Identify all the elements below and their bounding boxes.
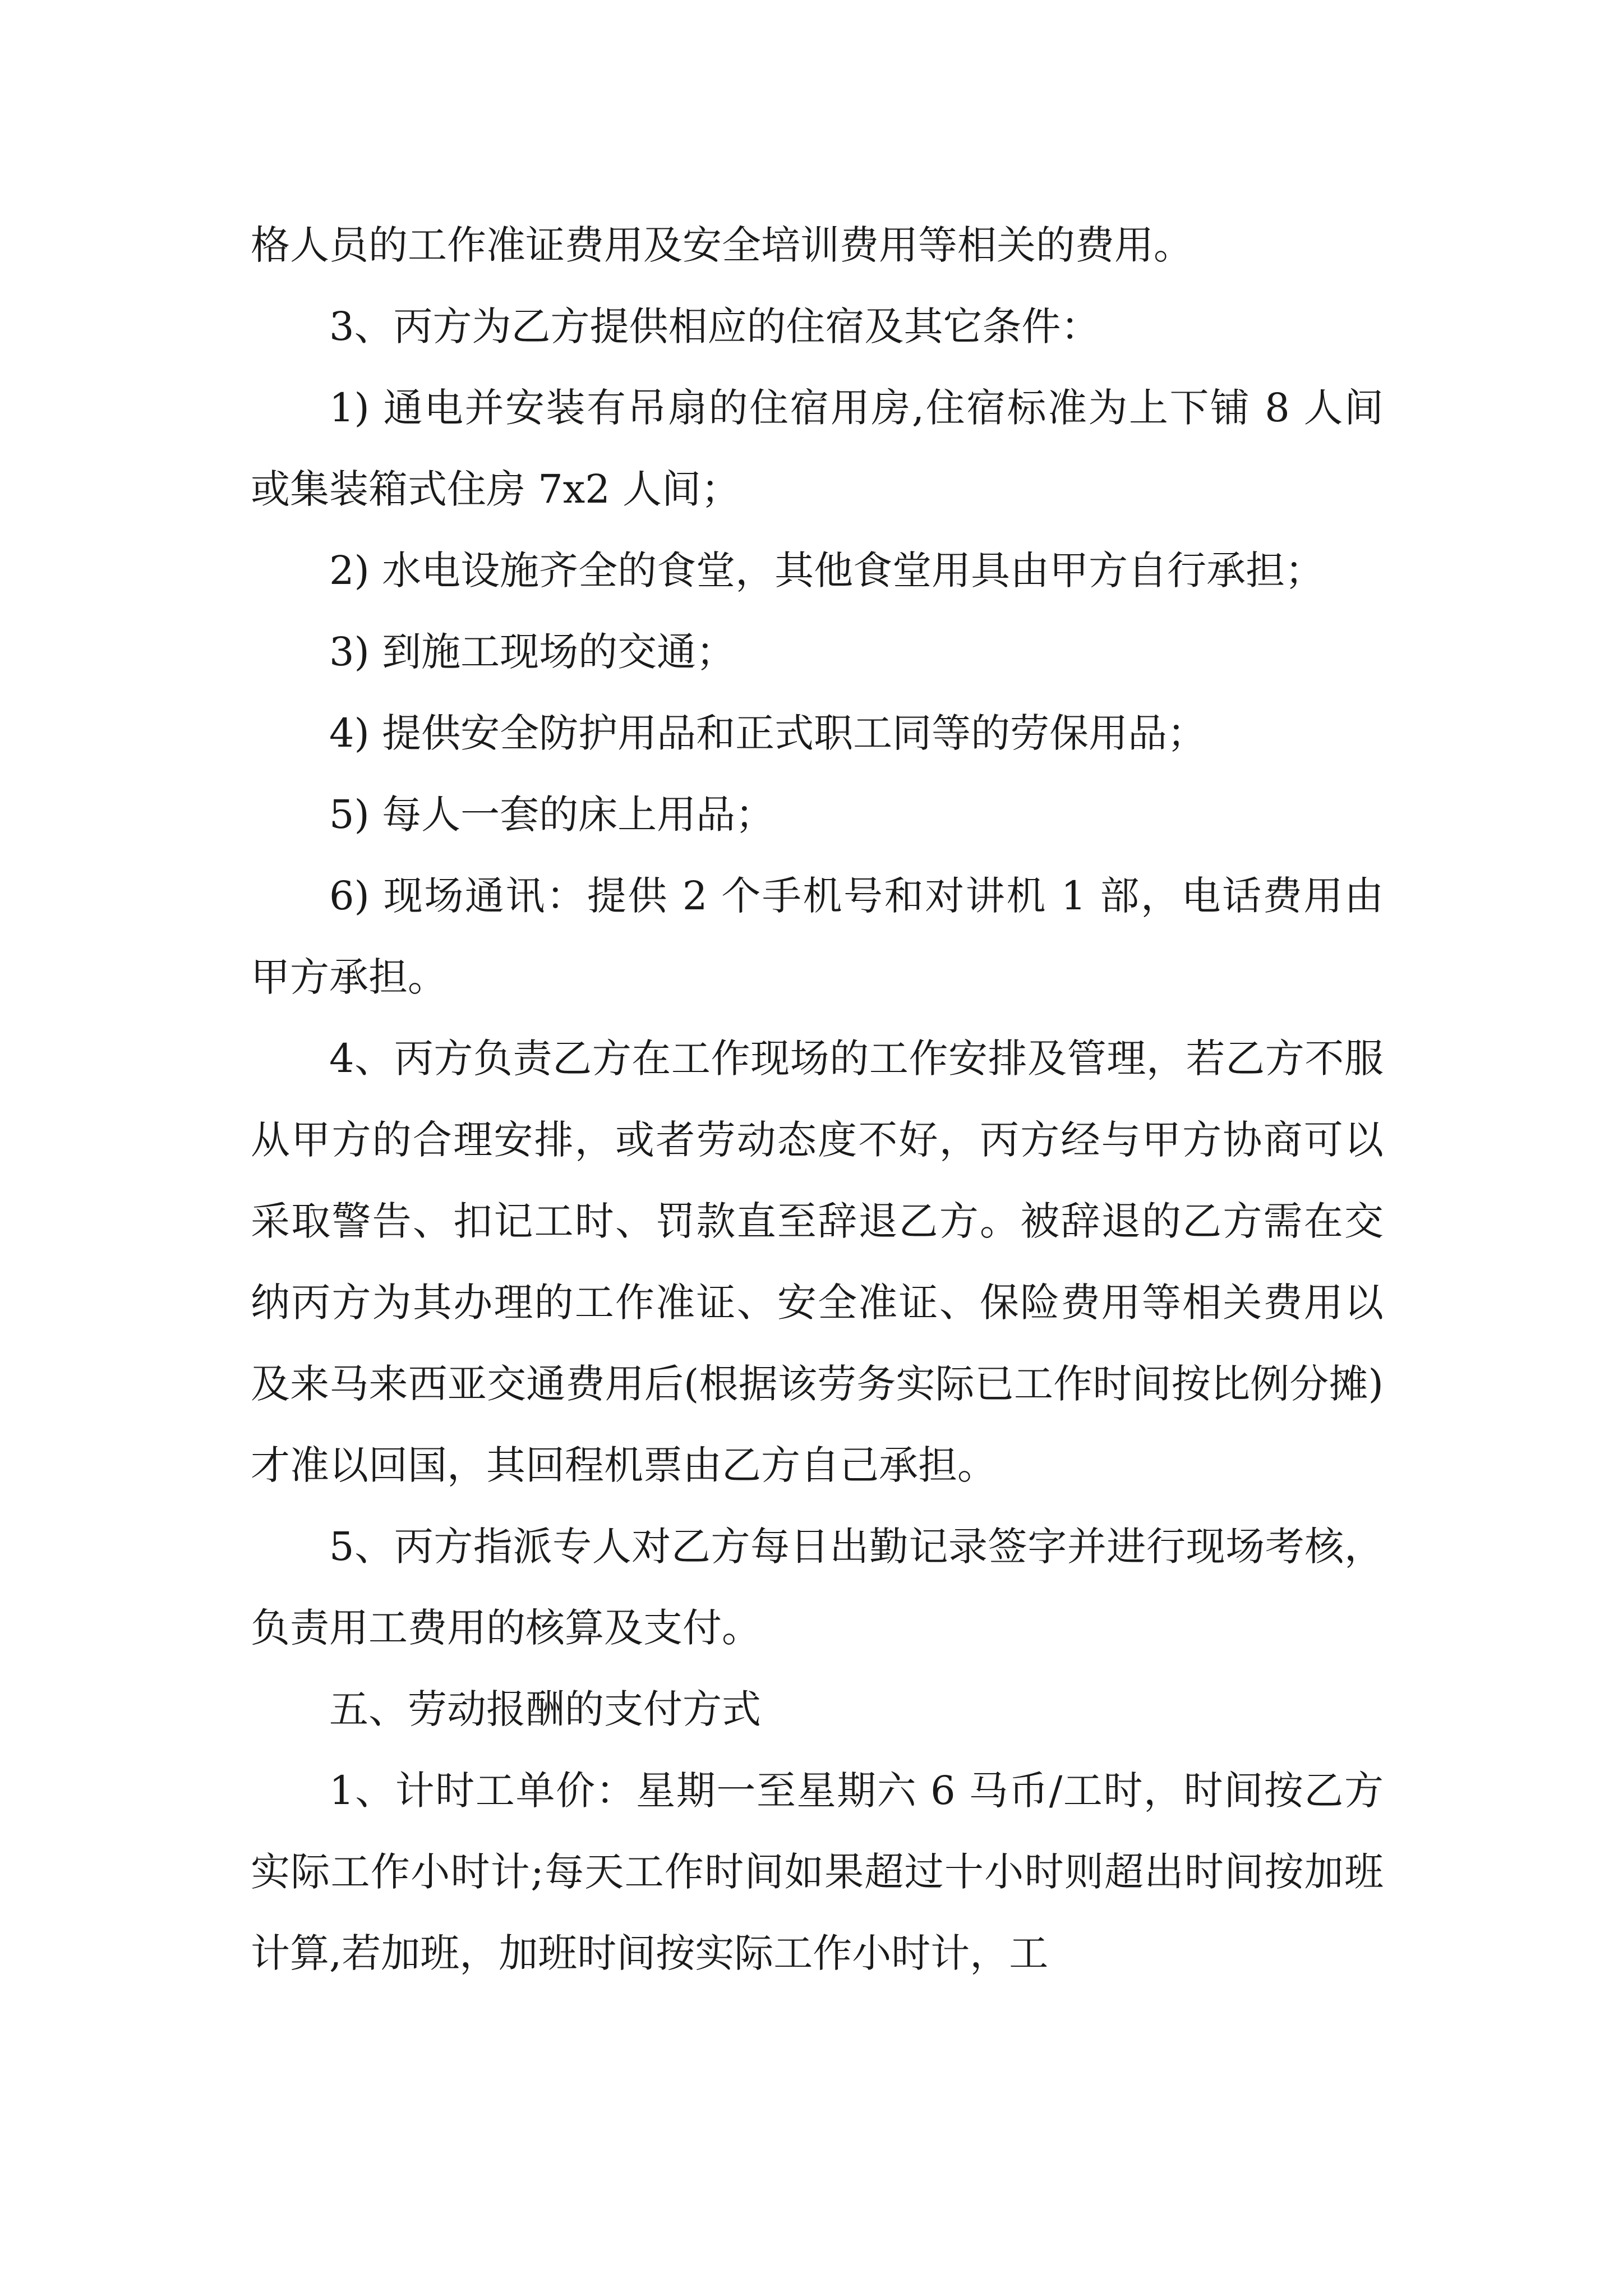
paragraph-item-1-housing: 1) 通电并安装有吊扇的住宿用房,住宿标准为上下铺 8 人间或集装箱式住房 7x2 人间；	[251, 385, 1384, 512]
paragraph-clause-5: 5、丙方指派专人对乙方每日出勤记录签字并进行现场考核，负责用工费用的核算及支付。	[251, 1524, 1384, 1651]
document-page	[251, 205, 1384, 1994]
paragraph-fee-continuation: 格人员的工作准证费用及安全培训费用等相关的费用。	[251, 222, 1193, 268]
paragraph-payment-item-1: 1、计时工单价：星期一至星期六 6 马币/工时，时间按乙方实际工作小时计;每天工作时间如果超过十小时则超出时间按加班计算,若加班，加班时间按实际工作小时计，工	[251, 1768, 1384, 1976]
paragraph-clause-3: 3、丙方为乙方提供相应的住宿及其它条件：	[329, 303, 1100, 349]
paragraph-item-4-safety: 4) 提供安全防护用品和正式职工同等的劳保用品；	[329, 710, 1207, 756]
paragraph-item-2-canteen: 2) 水电设施齐全的食堂，其他食堂用具由甲方自行承担；	[329, 547, 1325, 593]
paragraph-item-3-transport: 3) 到施工现场的交通；	[329, 629, 736, 675]
paragraph-clause-4: 4、丙方负责乙方在工作现场的工作安排及管理，若乙方不服从甲方的合理安排，或者劳动态度不好，丙方经与甲方协商可以采取警告、扣记工时、罚款直至辞退乙方。被辞退的乙方需在交纳丙方为其办理的工作准证、安全准证、保险费用等相关费用以及来马来西亚交通费用后(根据该劳务实际已工作时间按比例分摊)才准以回国，其回程机票由乙方自己承担。	[251, 1036, 1384, 1488]
section-heading-5: 五、劳动报酬的支付方式	[329, 1686, 761, 1732]
paragraph-item-5-bedding: 5) 每人一套的床上用品；	[329, 792, 775, 838]
paragraph-item-6-communication: 6) 现场通讯：提供 2 个手机号和对讲机 1 部，电话费用由甲方承担。	[251, 873, 1384, 1000]
